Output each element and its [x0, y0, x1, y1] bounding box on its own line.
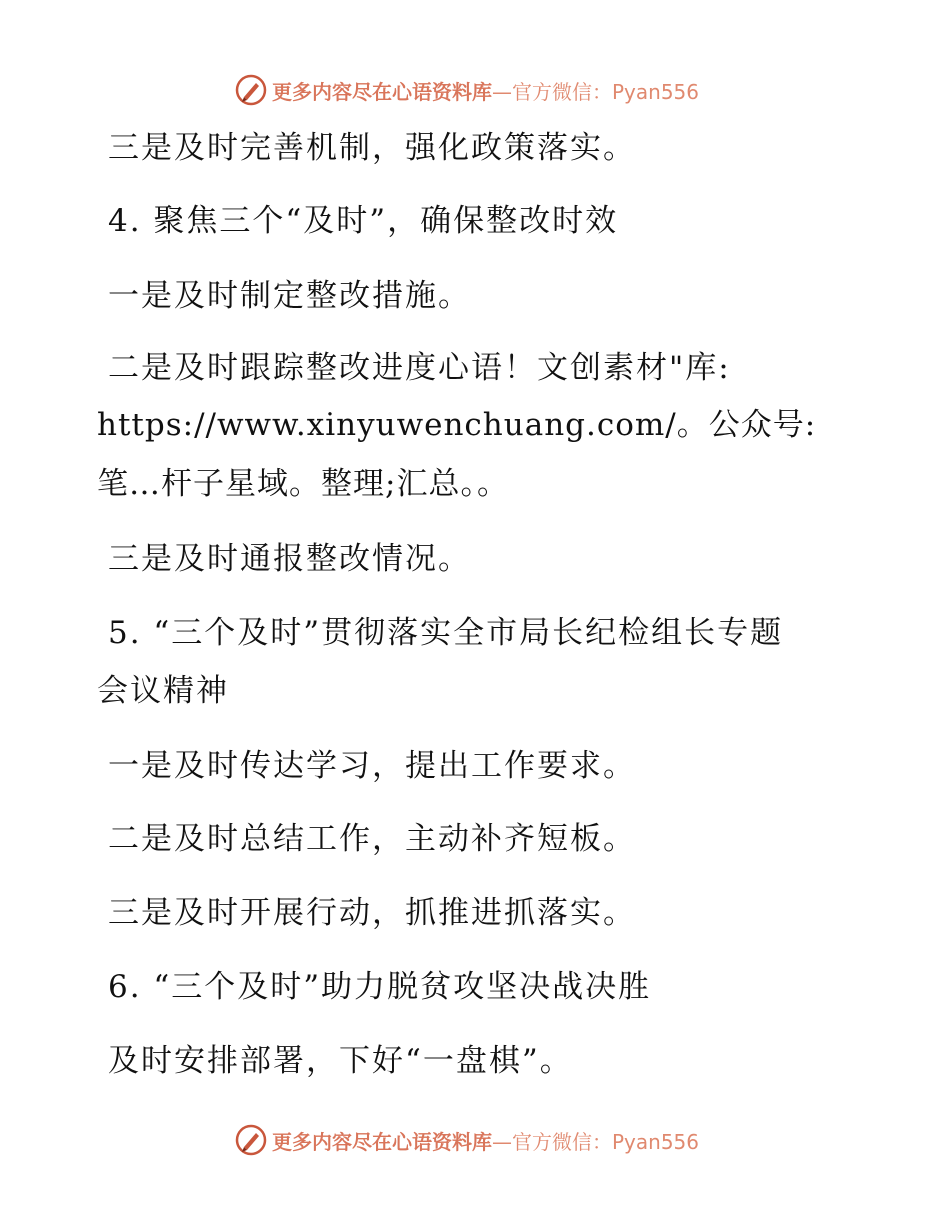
- text-line-5: https://www.xinyuwenchuang.com/。公众号:: [97, 407, 817, 443]
- watermark-contact: 官方微信：Pyan556: [512, 79, 700, 104]
- text-line-14: 及时安排部署，下好“一盘棋”。: [108, 1043, 573, 1079]
- section-heading-6: 6. “三个及时”助力脱贫攻坚决战决胜: [108, 969, 652, 1005]
- section-heading-5: 5. “三个及时”贯彻落实全市局长纪检组长专题: [108, 615, 784, 651]
- text-line-3: 一是及时制定整改措施。: [108, 278, 471, 314]
- watermark-brand: 更多内容尽在心语资料库: [272, 1129, 492, 1154]
- text-line-12: 三是及时开展行动，抓推进抓落实。: [108, 895, 636, 931]
- section-heading-5-cont: 会议精神: [97, 673, 229, 709]
- pen-logo-icon: [234, 73, 268, 107]
- text-line-6: 笔…杆子星域。整理;汇总。。: [97, 466, 509, 502]
- text-line-11: 二是及时总结工作，主动补齐短板。: [108, 821, 636, 857]
- text-line-10: 一是及时传达学习，提出工作要求。: [108, 748, 636, 784]
- watermark-separator: —: [492, 79, 512, 104]
- watermark-text: [272, 1126, 699, 1155]
- text-line-1: 三是及时完善机制，强化政策落实。: [108, 130, 636, 166]
- watermark-header: [234, 72, 699, 108]
- watermark-separator: —: [492, 1129, 512, 1154]
- text-line-7: 三是及时通报整改情况。: [108, 541, 471, 577]
- watermark-contact: 官方微信：Pyan556: [512, 1129, 700, 1154]
- section-heading-4: 4. 聚焦三个“及时”，确保整改时效: [108, 203, 619, 239]
- watermark-footer: [234, 1122, 699, 1158]
- watermark-brand: 更多内容尽在心语资料库: [272, 79, 492, 104]
- pen-logo-icon: [234, 1123, 268, 1157]
- watermark-text: [272, 76, 699, 105]
- text-line-4: 二是及时跟踪整改进度心语！文创素材"库:: [108, 350, 731, 386]
